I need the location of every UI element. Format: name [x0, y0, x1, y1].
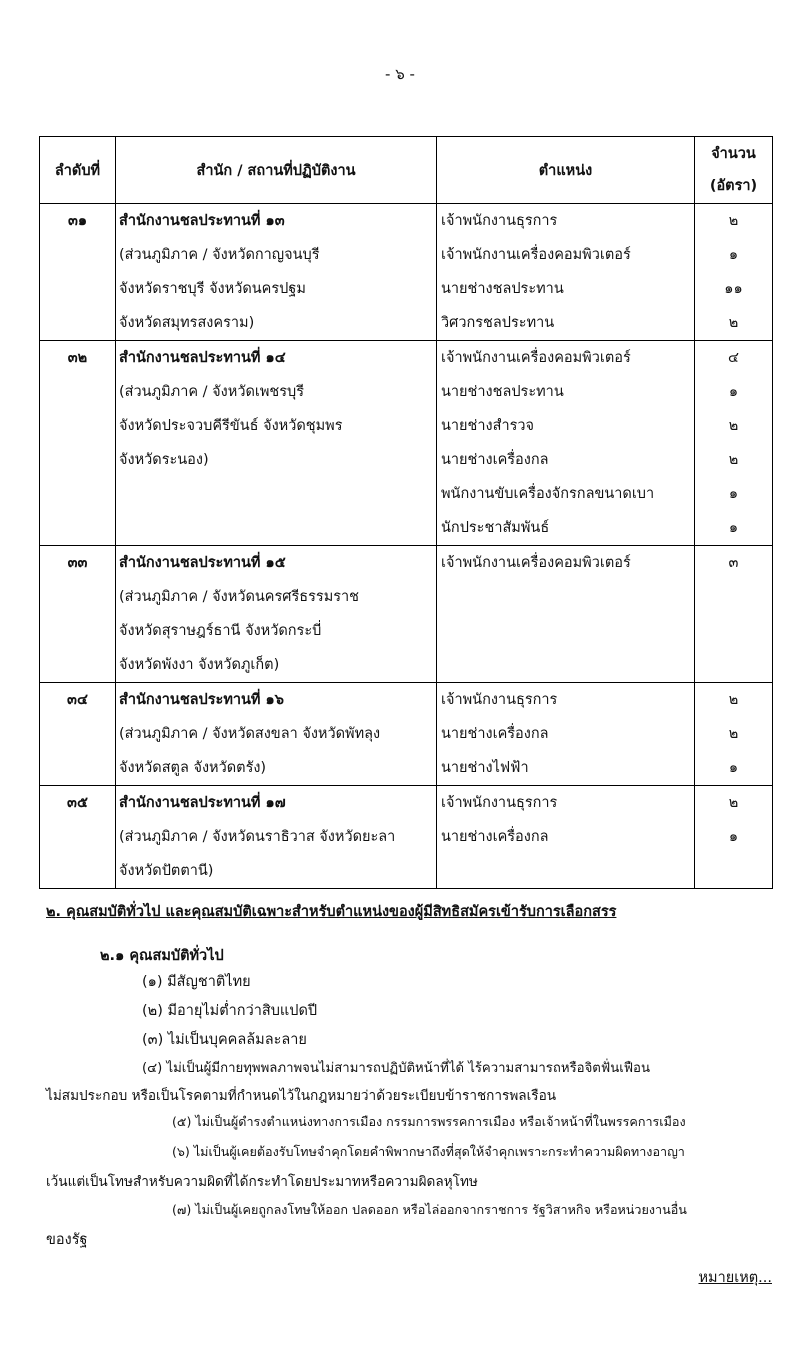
quantity-item: ๑: [728, 486, 739, 502]
page-number: - ๖ -: [385, 65, 415, 83]
office-name: สำนักงานชลประทานที่ ๑๔: [119, 350, 286, 366]
office-detail: (ส่วนภูมิภาค / จังหวัดนครศรีธรรมราช: [119, 589, 360, 605]
header-quantity: [695, 137, 773, 204]
position-item: เจ้าพนักงานเครื่องคอมพิวเตอร์: [441, 555, 631, 571]
position-cell: [437, 683, 695, 786]
office-detail: จังหวัดราชบุรี จังหวัดนครปฐม: [119, 281, 306, 297]
office-detail: (ส่วนภูมิภาค / จังหวัดนราธิวาส จังหวัดยะลา: [119, 829, 396, 845]
quantity-item: ๒: [728, 418, 739, 434]
quantity-item: ๒: [728, 726, 739, 742]
table-row: [40, 683, 773, 786]
note-continuation: หมายเหตุ...: [698, 1270, 772, 1286]
quantity-cell: [695, 683, 773, 786]
quantity-cell: [695, 341, 773, 546]
position-item: เจ้าพนักงานธุรการ: [441, 692, 558, 708]
position-cell: [437, 546, 695, 683]
qualification-item: (๔) ไม่เป็นผู้มีกายทุพพลภาพจนไม่สามารถปฏิบัติหน้าที่ได้ ไร้ความสามารถหรือจิตฟั่นเฟือน: [142, 1061, 650, 1076]
row-number-cell: [40, 683, 116, 786]
quantity-item: ๒: [728, 213, 739, 229]
office-cell: [116, 786, 437, 889]
office-detail: จังหวัดสุราษฎร์ธานี จังหวัดกระบี่: [119, 623, 322, 639]
table-row: [40, 204, 773, 341]
office-name: สำนักงานชลประทานที่ ๑๗: [119, 795, 286, 811]
position-item: นายช่างเครื่องกล: [441, 829, 549, 845]
position-item: นายช่างชลประทาน: [441, 384, 564, 400]
quantity-item: ๑: [728, 829, 739, 845]
office-detail: จังหวัดพังงา จังหวัดภูเก็ต): [119, 657, 280, 673]
row-number: ๓๕: [67, 795, 88, 811]
quantity-item: ๔: [728, 350, 739, 366]
header-quantity-line1: จำนวน: [711, 146, 756, 162]
office-detail: จังหวัดปัตตานี): [119, 863, 214, 879]
office-detail: จังหวัดระนอง): [119, 452, 209, 468]
office-cell: [116, 204, 437, 341]
office-name: สำนักงานชลประทานที่ ๑๖: [119, 692, 284, 708]
header-office: สำนัก / สถานที่ปฏิบัติงาน: [116, 137, 437, 204]
office-cell: [116, 683, 437, 786]
quantity-cell: [695, 546, 773, 683]
position-item: นายช่างเครื่องกล: [441, 452, 549, 468]
table-row: [40, 341, 773, 546]
header-quantity-line2: (อัตรา): [709, 178, 758, 194]
office-name: สำนักงานชลประทานที่ ๑๕: [119, 555, 286, 571]
quantity-item: ๒: [728, 315, 739, 331]
quantity-item: ๓: [728, 555, 739, 571]
qualification-item-continued: เว้นแต่เป็นโทษสำหรับความผิดที่ได้กระทำโดยประมาทหรือความผิดลหุโทษ: [46, 1174, 478, 1190]
row-number-cell: [40, 204, 116, 341]
table-header-row: [40, 137, 773, 204]
positions-table: [39, 136, 773, 889]
table-row: [40, 546, 773, 683]
position-item: นายช่างชลประทาน: [441, 281, 564, 297]
qualification-item-continued: ไม่สมประกอบ หรือเป็นโรคตามที่กำหนดไว้ในกฎหมายว่าด้วยระเบียบข้าราชการพลเรือน: [46, 1088, 557, 1104]
sub-heading: ๒.๑ คุณสมบัติทั่วไป: [100, 948, 224, 964]
row-number: ๓๔: [67, 692, 88, 708]
quantity-item: ๑: [728, 520, 739, 536]
position-item: เจ้าพนักงานธุรการ: [441, 795, 558, 811]
position-item: เจ้าพนักงานเครื่องคอมพิวเตอร์: [441, 350, 631, 366]
qualification-item: (๑) มีสัญชาติไทย: [142, 974, 251, 990]
position-cell: [437, 341, 695, 546]
table-row: [40, 786, 773, 889]
header-position: ตำแหน่ง: [437, 137, 695, 204]
quantity-cell: [695, 204, 773, 341]
row-number-cell: [40, 786, 116, 889]
row-number-cell: [40, 341, 116, 546]
position-item: พนักงานขับเครื่องจักรกลขนาดเบา: [441, 486, 655, 502]
office-detail: (ส่วนภูมิภาค / จังหวัดเพชรบุรี: [119, 384, 305, 400]
row-number: ๓๑: [67, 213, 88, 229]
office-name: สำนักงานชลประทานที่ ๑๓: [119, 213, 285, 229]
section-heading: ๒. คุณสมบัติทั่วไป และคุณสมบัติเฉพาะสำหรับตำแหน่งของผู้มีสิทธิสมัครเข้ารับการเลือกสรร: [46, 904, 617, 920]
office-cell: [116, 341, 437, 546]
row-number-cell: [40, 546, 116, 683]
position-item: นายช่างสำรวจ: [441, 418, 535, 434]
row-number: ๓๓: [67, 555, 88, 571]
office-detail: จังหวัดประจวบคีรีขันธ์ จังหวัดชุมพร: [119, 418, 343, 434]
office-detail: จังหวัดสตูล จังหวัดตรัง): [119, 760, 267, 776]
qualification-item: (๒) มีอายุไม่ต่ำกว่าสิบแปดปี: [142, 1003, 318, 1019]
qualification-item: (๓) ไม่เป็นบุคคลล้มละลาย: [142, 1032, 307, 1048]
position-item: วิศวกรชลประทาน: [441, 315, 555, 331]
position-item: นายช่างไฟฟ้า: [441, 760, 529, 776]
qualification-item: (๖) ไม่เป็นผู้เคยต้องรับโทษจำคุกโดยคำพิพากษาถึงที่สุดให้จำคุกเพราะกระทำความผิดทางอาญา: [172, 1144, 685, 1159]
qualification-item-continued: ของรัฐ: [46, 1232, 88, 1248]
office-cell: [116, 546, 437, 683]
header-no: ลำดับที่: [40, 137, 116, 204]
office-detail: จังหวัดสมุทรสงคราม): [119, 315, 255, 331]
quantity-item: ๒: [728, 795, 739, 811]
quantity-item: ๑๑: [724, 281, 743, 297]
row-number: ๓๒: [67, 350, 88, 366]
quantity-item: ๒: [728, 692, 739, 708]
quantity-item: ๑: [728, 760, 739, 776]
qualification-item: (๕) ไม่เป็นผู้ดำรงตำแหน่งทางการเมือง กรรมการพรรคการเมือง หรือเจ้าหน้าที่ในพรรคการเมือง: [172, 1114, 686, 1129]
quantity-item: ๑: [728, 247, 739, 263]
position-item: นักประชาสัมพันธ์: [441, 520, 550, 536]
position-item: เจ้าพนักงานธุรการ: [441, 213, 558, 229]
quantity-item: ๑: [728, 384, 739, 400]
quantity-cell: [695, 786, 773, 889]
qualification-item: (๗) ไม่เป็นผู้เคยถูกลงโทษให้ออก ปลดออก หรือไล่ออกจากราชการ รัฐวิสาหกิจ หรือหน่วยงานอื่น: [172, 1202, 687, 1217]
office-detail: (ส่วนภูมิภาค / จังหวัดกาญจนบุรี: [119, 247, 320, 263]
position-item: นายช่างเครื่องกล: [441, 726, 549, 742]
position-item: เจ้าพนักงานเครื่องคอมพิวเตอร์: [441, 247, 631, 263]
office-detail: (ส่วนภูมิภาค / จังหวัดสงขลา จังหวัดพัทลุง: [119, 726, 381, 742]
position-cell: [437, 786, 695, 889]
position-cell: [437, 204, 695, 341]
quantity-item: ๒: [728, 452, 739, 468]
